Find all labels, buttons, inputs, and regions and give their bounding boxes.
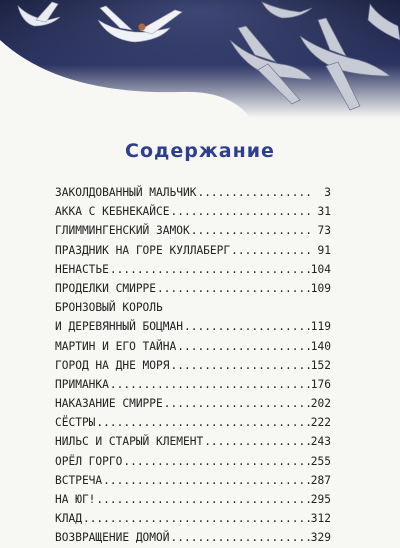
- toc-entry-page: 91: [317, 243, 331, 257]
- toc-entry: [55, 413, 331, 432]
- header-illustration: [0, 0, 400, 118]
- toc-entry-title: ГЛИММИНГЕНСКИЙ ЗАМОК: [55, 224, 190, 238]
- toc-entry-page: 140: [310, 339, 331, 353]
- toc-entry-title: КЛАД: [55, 512, 82, 526]
- toc-entry-title: НАКАЗАНИЕ СМИРРЕ: [55, 397, 163, 411]
- toc-entry: [55, 471, 331, 490]
- toc-entry-page: 119: [310, 320, 331, 334]
- toc-entry-title: СЁСТРЫ: [55, 416, 96, 430]
- toc-entry: [55, 490, 331, 509]
- toc-entry-page: 109: [310, 281, 331, 295]
- dot-leader: [197, 183, 312, 202]
- toc-entry-page: 176: [310, 377, 331, 391]
- table-of-contents: [55, 183, 331, 548]
- toc-entry: [55, 183, 331, 202]
- dot-leader: [177, 337, 310, 356]
- toc-entry-page: 3: [324, 186, 331, 199]
- toc-entry-title: ЗАКОЛДОВАННЫЙ МАЛЬЧИК: [55, 186, 197, 199]
- dot-leader: [83, 509, 310, 528]
- toc-entry: [55, 375, 331, 394]
- toc-entry-page: 202: [310, 397, 331, 411]
- dot-leader: [96, 490, 309, 509]
- dot-leader: [123, 452, 309, 471]
- toc-entry: [55, 279, 331, 298]
- toc-entry: [55, 337, 331, 356]
- toc-entry-page: 329: [310, 531, 331, 545]
- toc-entry-page: 152: [310, 358, 331, 372]
- toc-entry-title: ВОЗВРАЩЕНИЕ ДОМОЙ: [55, 531, 170, 545]
- toc-entry: [55, 298, 331, 336]
- toc-entry-title: ПРИМАНКА: [55, 377, 109, 391]
- toc-entry-page: 255: [310, 454, 331, 468]
- toc-entry-page: 31: [317, 205, 331, 219]
- toc-entry-page: 222: [310, 416, 331, 430]
- toc-entry: [55, 394, 331, 413]
- dot-leader: [103, 471, 310, 490]
- dot-leader: [171, 528, 310, 547]
- toc-entry-page: 73: [317, 224, 331, 238]
- toc-entry: [55, 356, 331, 375]
- toc-entry-page: 312: [310, 512, 331, 526]
- dot-leader: [96, 413, 309, 432]
- toc-entry-title: ГОРОД НА ДНЕ МОРЯ: [55, 358, 170, 372]
- toc-entry: [55, 241, 331, 260]
- toc-entry-title: АККА С КЕБНЕКАЙСЕ: [55, 205, 170, 219]
- dot-leader: [171, 356, 310, 375]
- toc-entry: [55, 221, 331, 240]
- toc-entry-page: 104: [310, 262, 331, 276]
- toc-entry: [55, 260, 331, 279]
- toc-entry-page: 243: [310, 435, 331, 449]
- flying-geese-illustration: [0, 0, 400, 118]
- toc-entry-title: ПРАЗДНИК НА ГОРЕ КУЛЛАБЕРГ: [55, 243, 231, 257]
- toc-entry: [55, 432, 331, 451]
- toc-entry-title: ОРЁЛ ГОРГО: [55, 454, 123, 468]
- toc-entry-title: И ДЕРЕВЯННЫЙ БОЦМАН: [55, 320, 183, 334]
- toc-entry: [55, 509, 331, 528]
- toc-entry: [55, 528, 331, 547]
- toc-entry-title-line1: БРОНЗОВЫЙ КОРОЛЬ: [55, 301, 163, 315]
- toc-entry: [55, 452, 331, 471]
- toc-entry: [55, 202, 331, 221]
- toc-entry-title: ВСТРЕЧА: [55, 473, 103, 487]
- toc-entry-page: 287: [310, 473, 331, 487]
- dot-leader: [110, 375, 310, 394]
- dot-leader: [184, 317, 310, 336]
- toc-entry-title: МАРТИН И ЕГО ТАЙНА: [55, 339, 177, 353]
- dot-leader: [157, 279, 310, 298]
- toc-entry-title: НА ЮГ!: [55, 493, 96, 507]
- dot-leader: [191, 221, 312, 240]
- toc-entry-title: НИЛЬС И СТАРЫЙ КЛЕМЕНТ: [55, 435, 204, 449]
- dot-leader: [204, 432, 310, 451]
- toc-entry-title: ПРОДЕЛКИ СМИРРЕ: [55, 281, 157, 295]
- toc-entry-page: 295: [310, 493, 331, 507]
- dot-leader: [231, 241, 312, 260]
- dot-leader: [110, 260, 310, 279]
- toc-entry-title: НЕНАСТЬЕ: [55, 262, 109, 276]
- dot-leader: [164, 394, 310, 413]
- page-title: Содержание: [125, 140, 275, 162]
- dot-leader: [171, 202, 312, 221]
